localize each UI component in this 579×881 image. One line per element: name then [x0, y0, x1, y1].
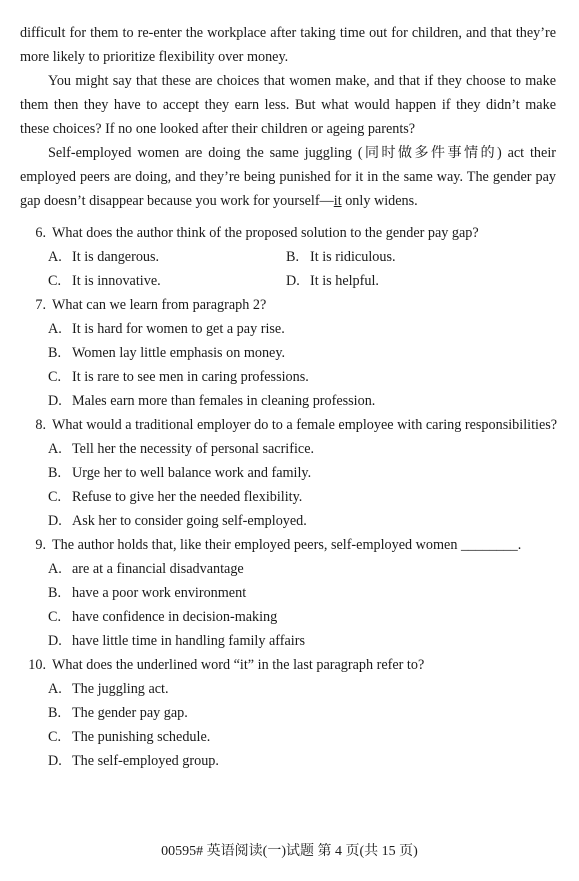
option-text: have little time in handling family affairs	[72, 633, 305, 649]
option-10c[interactable]	[48, 729, 210, 746]
option-text: The punishing schedule.	[72, 729, 211, 745]
question-number: 8.	[35, 417, 46, 433]
option-text: have confidence in decision-making	[72, 609, 278, 625]
option-text: Refuse to give her the needed flexibility.	[72, 489, 303, 505]
option-8c[interactable]	[48, 489, 302, 506]
option-letter: A.	[48, 249, 62, 265]
option-letter: B.	[48, 345, 62, 361]
option-letter: A.	[48, 561, 62, 577]
option-9c[interactable]	[48, 609, 277, 626]
paragraph-3-end: only widens.	[341, 193, 418, 209]
option-letter: C.	[48, 273, 62, 289]
page-footer: 00595# 英语阅读(一)试题 第 4 页(共 15 页)	[161, 844, 418, 859]
option-letter: D.	[48, 393, 62, 409]
underlined-word-it: it	[333, 193, 342, 209]
option-text: It is innovative.	[72, 273, 161, 289]
option-text: It is helpful.	[310, 273, 379, 289]
question-6	[20, 225, 479, 242]
option-text: Males earn more than females in cleaning profession.	[72, 393, 376, 409]
option-7c[interactable]	[48, 369, 309, 386]
option-6d[interactable]	[286, 273, 379, 290]
option-text: The gender pay gap.	[72, 705, 188, 721]
paragraph-3-text: Self-employed women are doing the same juggling (同时做多件事情的) act their employed peers are doing, and they’re being punished for it in the same way. The gender pay gap doesn’t disappear because you work for yourself—	[20, 145, 556, 209]
option-6c[interactable]	[48, 273, 161, 290]
option-6b[interactable]	[286, 249, 396, 266]
passage-paragraph-3	[20, 141, 556, 213]
option-6a[interactable]	[48, 249, 159, 266]
option-letter: C.	[48, 489, 62, 505]
option-letter: D.	[286, 273, 300, 289]
option-text: Women lay little emphasis on money.	[72, 345, 286, 361]
question-number: 10.	[28, 657, 46, 673]
option-letter: D.	[48, 513, 62, 529]
option-9d[interactable]	[48, 633, 305, 650]
option-8a[interactable]	[48, 441, 314, 458]
option-letter: B.	[48, 465, 62, 481]
question-7	[20, 297, 266, 314]
question-text: What does the author think of the proposed solution to the gender pay gap?	[52, 225, 479, 241]
option-text: Urge her to well balance work and family.	[72, 465, 312, 481]
option-text: It is rare to see men in caring professions.	[72, 369, 309, 385]
option-text: It is ridiculous.	[310, 249, 396, 265]
passage-paragraph-2: You might say that these are choices that women make, and that if they choose to make them then they have to accept they earn less. But what would happen if they didn’t make these choices? If no one looked after their children or ageing parents?	[20, 73, 556, 137]
option-letter: C.	[48, 729, 62, 745]
question-number: 7.	[35, 297, 46, 313]
option-letter: A.	[48, 321, 62, 337]
option-letter: D.	[48, 753, 62, 769]
option-8d[interactable]	[48, 513, 307, 530]
option-letter: B.	[286, 249, 300, 265]
question-text: What does the underlined word “it” in the last paragraph refer to?	[52, 657, 425, 673]
option-9b[interactable]	[48, 585, 246, 602]
option-7a[interactable]	[48, 321, 285, 338]
question-number: 6.	[35, 225, 46, 241]
question-text: The author holds that, like their employed peers, self-employed women ________.	[52, 537, 522, 553]
option-text: have a poor work environment	[72, 585, 247, 601]
option-text: Tell her the necessity of personal sacrifice.	[72, 441, 315, 457]
option-letter: A.	[48, 681, 62, 697]
option-10d[interactable]	[48, 753, 219, 770]
option-8b[interactable]	[48, 465, 311, 482]
option-10a[interactable]	[48, 681, 169, 698]
option-text: The self-employed group.	[72, 753, 219, 769]
option-text: The juggling act.	[72, 681, 169, 697]
question-text: What can we learn from paragraph 2?	[52, 297, 267, 313]
option-letter: C.	[48, 609, 62, 625]
option-text: Ask her to consider going self-employed.	[72, 513, 307, 529]
option-letter: A.	[48, 441, 62, 457]
question-text: What would a traditional employer do to a female employee with caring responsibilities?	[52, 417, 558, 433]
option-letter: B.	[48, 705, 62, 721]
option-text: It is dangerous.	[72, 249, 160, 265]
option-letter: B.	[48, 585, 62, 601]
option-9a[interactable]	[48, 561, 244, 578]
option-10b[interactable]	[48, 705, 188, 722]
option-7b[interactable]	[48, 345, 285, 362]
option-7d[interactable]	[48, 393, 375, 410]
option-letter: D.	[48, 633, 62, 649]
option-text: are at a financial disadvantage	[72, 561, 244, 577]
question-10	[20, 657, 424, 674]
question-9	[20, 537, 521, 554]
option-text: It is hard for women to get a pay rise.	[72, 321, 285, 337]
question-number: 9.	[35, 537, 46, 553]
option-letter: C.	[48, 369, 62, 385]
passage-paragraph-1: difficult for them to re-enter the workplace after taking time out for children, and that they’re more likely to prioritize flexibility over money.	[20, 25, 556, 65]
question-8	[20, 417, 557, 434]
